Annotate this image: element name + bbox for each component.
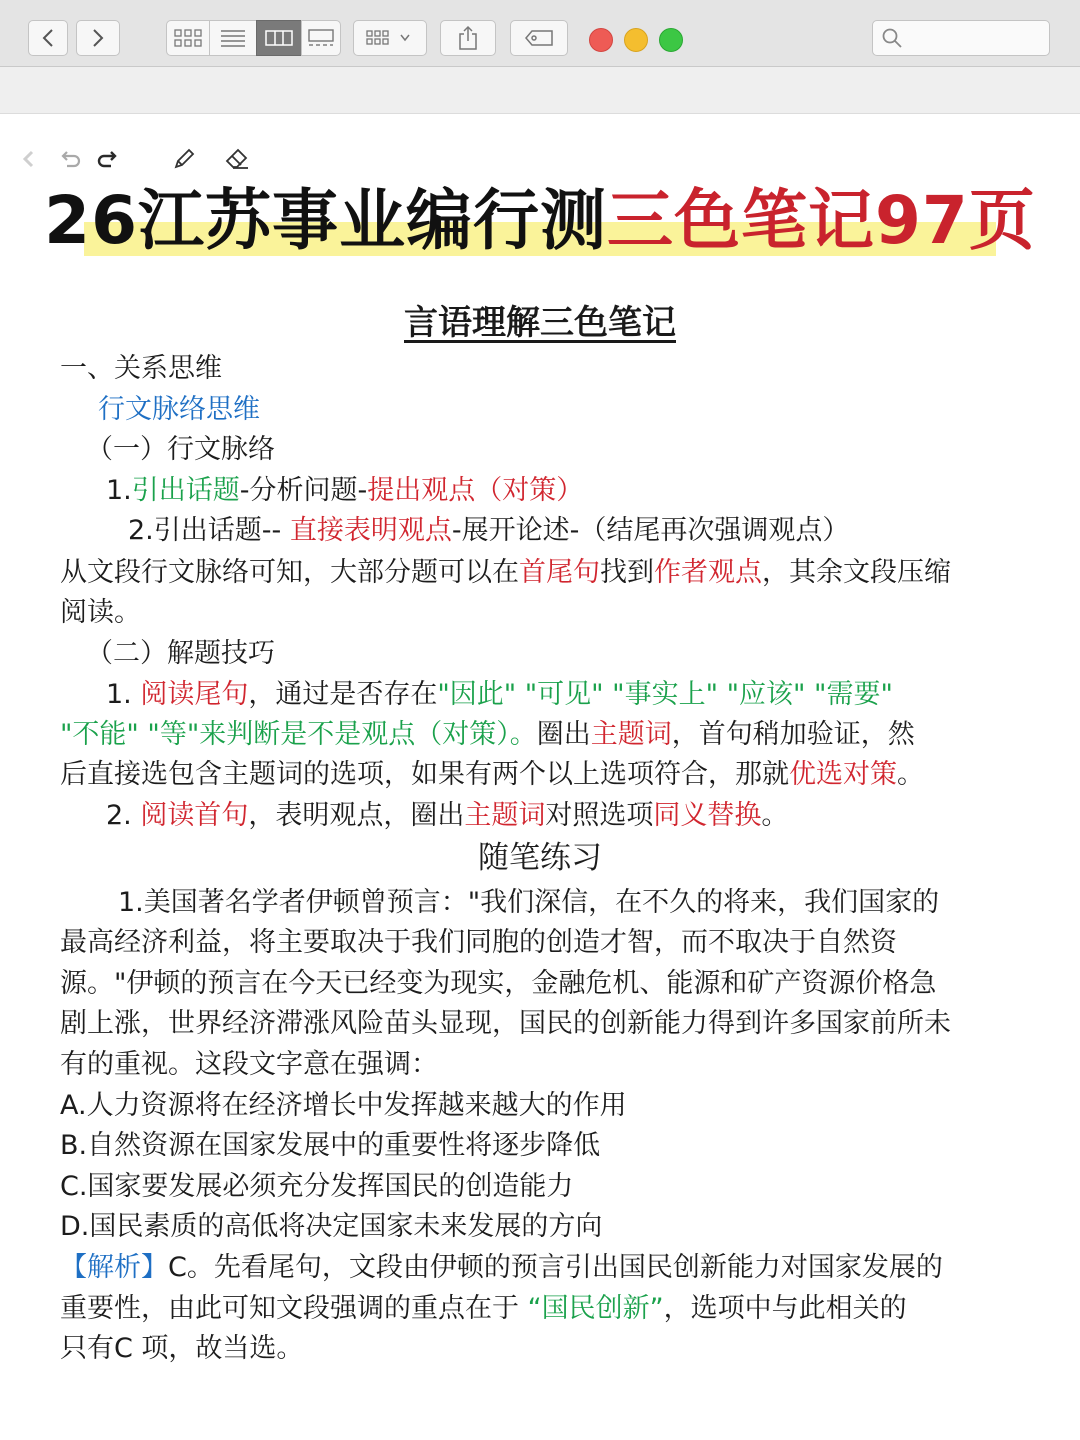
list-view-icon: [220, 29, 246, 47]
text: 重要性，由此可知文段强调的重点在于: [60, 1293, 528, 1324]
undo-icon: [59, 150, 81, 168]
close-window-button[interactable]: [589, 28, 613, 52]
text-green: 来判断是不是观点（对策）。: [199, 719, 537, 750]
column-view-icon: [265, 29, 293, 47]
tip-2: [106, 796, 788, 836]
group-button[interactable]: [353, 20, 427, 56]
text: 1.: [106, 475, 132, 506]
zoom-window-button[interactable]: [659, 28, 683, 52]
back-button[interactable]: [28, 20, 68, 56]
toolbar: [0, 0, 1080, 67]
option-a: A.人力资源将在经济增长中发挥越来越大的作用: [60, 1090, 627, 1121]
text-red: 主题词: [464, 800, 546, 831]
heading-techniques: （二）解题技巧: [86, 638, 275, 669]
share-icon: [457, 25, 479, 51]
text-red: 作者观点: [654, 557, 762, 588]
text-green: "不能" "等": [60, 719, 200, 750]
chevron-left-icon: [20, 149, 36, 169]
text-red: 主题词: [590, 719, 672, 750]
minimize-window-button[interactable]: [624, 28, 648, 52]
note-paragraph: [60, 553, 951, 593]
question-line: 1.美国著名学者伊顿曾预言："我们深信，在不久的将来，我们国家的: [118, 887, 940, 918]
cover-title: [0, 178, 1080, 268]
chevron-left-icon: [41, 28, 55, 48]
text: 。: [897, 759, 924, 790]
question-line: 源。"伊顿的预言在今天已经变为现实，金融危机、能源和矿产资源价格急: [60, 968, 937, 999]
pencil-icon: [172, 147, 196, 171]
text-red: 优选对策: [789, 759, 897, 790]
question-line: 有的重视。这段文字意在强调：: [60, 1049, 438, 1080]
text-green: “国民创新”: [527, 1293, 664, 1324]
text-red: 阅读尾句: [140, 679, 249, 710]
text: -展开论述-（结尾再次强调观点）: [451, 515, 850, 546]
grid-view-button[interactable]: [166, 20, 210, 56]
nav-back-button[interactable]: [14, 145, 42, 173]
edit-toolbar: [0, 67, 1080, 114]
question-line: 剧上涨，世界经济滞涨风险苗头显现，国民的创新能力得到许多国家前所未: [60, 1008, 951, 1039]
title-black-part: 26江苏事业编行测: [44, 182, 607, 259]
gallery-view-icon: [307, 29, 335, 47]
eraser-tool-button[interactable]: [223, 145, 251, 173]
share-button[interactable]: [440, 20, 496, 56]
undo-button[interactable]: [56, 145, 84, 173]
text-red: 首尾句: [519, 557, 600, 588]
redo-button[interactable]: [94, 145, 122, 173]
section-title-text: 言语理解三色笔记: [404, 303, 676, 343]
text: ，表明观点，圈出: [248, 800, 465, 831]
text: 后直接选包含主题词的选项，如果有两个以上选项符合，那就: [60, 759, 789, 790]
analysis-tag: 【解析】: [60, 1252, 168, 1283]
tip-1-line-2: [60, 715, 915, 755]
gallery-view-button[interactable]: [301, 20, 341, 56]
option-b: B.自然资源在国家发展中的重要性将逐步降低: [60, 1130, 601, 1161]
note-line-2: [128, 511, 849, 551]
text: 圈出: [536, 719, 591, 750]
text: ，通过是否存在: [248, 679, 438, 710]
heading-context: （一）行文脉络: [86, 434, 275, 465]
search-icon: [881, 27, 903, 49]
text: 2.引出话题--: [128, 515, 290, 546]
text: ，其余文段压缩: [762, 557, 951, 588]
analysis-line-2: [60, 1289, 907, 1329]
eraser-icon: [224, 147, 250, 171]
text-red: 阅读首句: [140, 800, 249, 831]
page-title: [0, 178, 1080, 264]
text: 。: [761, 800, 789, 831]
tag-icon: [524, 29, 554, 47]
forward-button[interactable]: [76, 20, 120, 56]
text-green: "因此" "可见" "事实上" "应该" "需要": [437, 679, 893, 710]
text: -分析问题-: [239, 475, 368, 506]
note-paragraph-end: 阅读。: [60, 597, 141, 628]
text: 1.: [106, 679, 141, 710]
text-red: 提出观点（对策）: [367, 475, 584, 506]
title-red-part: 三色笔记97页: [607, 182, 1036, 259]
question-line: 最高经济利益，将主要取决于我们同胞的创造才智，而不取决于自然资: [60, 927, 897, 958]
analysis-line-1: [60, 1248, 943, 1288]
text: 对照选项: [545, 800, 654, 831]
text: ，首句稍加验证，然: [671, 719, 915, 750]
text: C。先看尾句，文段由伊顿的预言引出国民创新能力对国家发展的: [168, 1252, 943, 1283]
option-d: D.国民素质的高低将决定国家未来发展的方向: [60, 1211, 603, 1242]
text: ，选项中与此相关的: [663, 1293, 907, 1324]
practice-heading: 随笔练习: [478, 840, 602, 876]
text-red: 同义替换: [653, 800, 762, 831]
note-line-1: [106, 471, 583, 511]
section-title: [0, 298, 1080, 348]
text: 2.: [106, 800, 141, 831]
redo-icon: [97, 150, 119, 168]
pencil-tool-button[interactable]: [170, 145, 198, 173]
grid-view-icon: [174, 29, 202, 47]
tip-1-line-1: [106, 675, 893, 715]
text: 从文段行文脉络可知，大部分题可以在: [60, 557, 519, 588]
heading-relation-thinking: 一、关系思维: [60, 353, 222, 384]
column-view-button[interactable]: [256, 20, 302, 56]
option-c: C.国家要发展必须充分发挥国民的创造能力: [60, 1171, 574, 1202]
chevron-right-icon: [91, 28, 105, 48]
tip-1-line-3: [60, 755, 924, 795]
heading-context-thinking: 行文脉络思维: [98, 394, 260, 425]
analysis-line-3: 只有C 项，故当选。: [60, 1333, 304, 1364]
text-green: 引出话题: [131, 475, 240, 506]
list-view-button[interactable]: [209, 20, 257, 56]
search-input[interactable]: [872, 20, 1050, 56]
tag-button[interactable]: [510, 20, 568, 56]
text-red: 直接表明观点: [289, 515, 452, 546]
group-icon: [365, 29, 415, 47]
text: 找到: [600, 557, 654, 588]
